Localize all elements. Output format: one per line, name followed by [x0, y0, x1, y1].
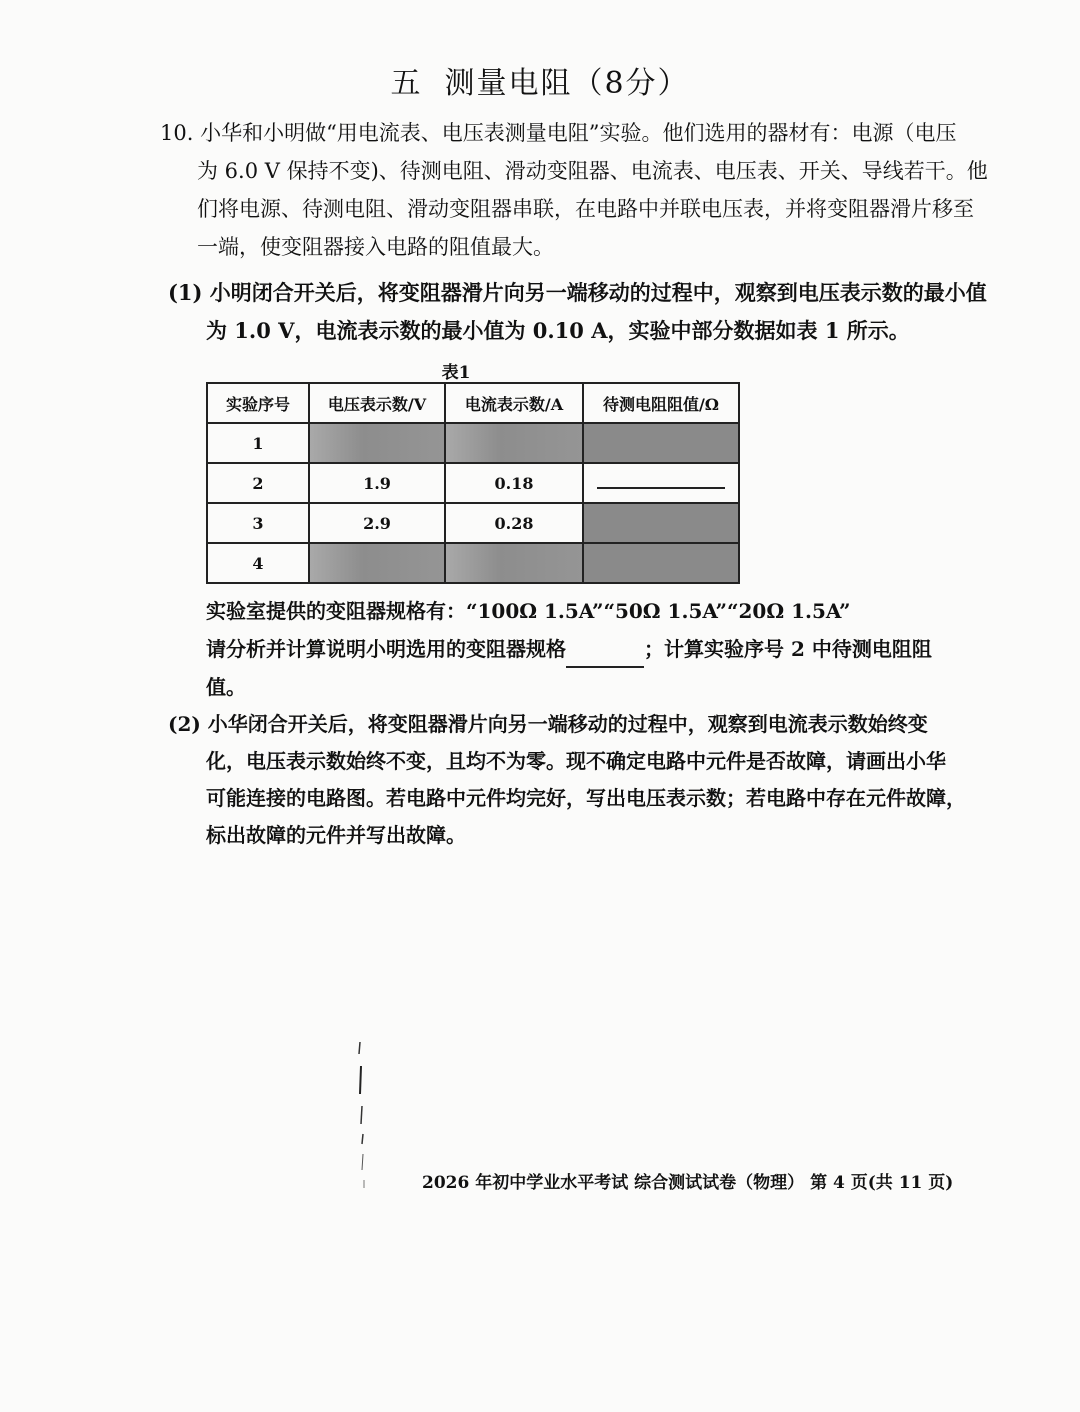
analysis-after-blank: ；计算实验序号 2 中待测电阻阻 [644, 637, 932, 661]
q10-line-4: 一端，使变阻器接入电路的阻值最大。 [197, 235, 554, 259]
header-index: 实验序号 [207, 383, 309, 423]
masked-cell [583, 423, 739, 463]
part2-line-3: 可能连接的电路图。若电路中元件均完好，写出电压表示数；若电路中存在元件故障， [206, 786, 966, 810]
row-index: 1 [207, 423, 309, 463]
q10-line-3: 们将电源、待测电阻、滑动变阻器串联，在电路中并联电压表，并将变阻器滑片移至 [197, 197, 974, 221]
section-heading: 测量电阻（8分） [444, 66, 690, 101]
part-2 [168, 706, 988, 854]
section-title [0, 58, 1080, 102]
table-row [207, 543, 739, 583]
masked-cell [583, 503, 739, 543]
table-header-row [207, 383, 739, 423]
masked-cell [309, 423, 445, 463]
after-table-text [206, 592, 986, 706]
part2-line-4: 标出故障的元件并写出故障。 [206, 823, 466, 847]
analysis-line-2: 值。 [206, 675, 246, 699]
masked-cell [583, 543, 739, 583]
page-footer: 2026 年初中学业水平考试 综合测试试卷（物理） 第 4 页(共 11 页) [422, 1173, 954, 1193]
part-1 [168, 274, 988, 350]
analysis-line [206, 630, 986, 668]
row-voltage: 2.9 [309, 503, 445, 543]
analysis-before-blank: 请分析并计算说明小明选用的变阻器规格 [206, 637, 566, 661]
row-index: 3 [207, 503, 309, 543]
data-table [206, 382, 740, 584]
masked-cell [309, 543, 445, 583]
table-row [207, 463, 739, 503]
masked-cell [445, 543, 583, 583]
row-index: 2 [207, 463, 309, 503]
answer-blank-cell[interactable] [583, 463, 739, 503]
row-voltage: 1.9 [309, 463, 445, 503]
row-current: 0.28 [445, 503, 583, 543]
question-10 [160, 114, 988, 266]
table-caption: 表1 [441, 363, 471, 383]
q10-line-1: 10. 小华和小明做“用电流表、电压表测量电阻”实验。他们选用的器材有：电源（电压 [160, 121, 957, 145]
masked-cell [445, 423, 583, 463]
part2-line-1: (2) 小华闭合开关后，将变阻器滑片向另一端移动的过程中，观察到电流表示数始终变 [168, 712, 928, 736]
specs-line: 实验室提供的变阻器规格有：“100Ω 1.5A”“50Ω 1.5A”“20Ω 1.5A” [206, 599, 851, 623]
part1-line-1: (1) 小明闭合开关后，将变阻器滑片向另一端移动的过程中，观察到电压表示数的最小值 [168, 280, 987, 305]
header-resistance: 待测电阻阻值/Ω [583, 383, 739, 423]
fill-in-blank[interactable] [566, 644, 644, 668]
answer-blank-line [597, 473, 725, 489]
header-voltage: 电压表示数/V [309, 383, 445, 423]
part2-line-2: 化，电压表示数始终不变，且均不为零。现不确定电路中元件是否故障，请画出小华 [206, 749, 946, 773]
q10-line-2: 为 6.0 V 保持不变)、待测电阻、滑动变阻器、电流表、电压表、开关、导线若干。他 [197, 159, 988, 183]
header-current: 电流表示数/A [445, 383, 583, 423]
table-row [207, 423, 739, 463]
table-row [207, 503, 739, 543]
row-index: 4 [207, 543, 309, 583]
row-current: 0.18 [445, 463, 583, 503]
binding-marks [354, 1040, 370, 1190]
section-number: 五 [390, 66, 423, 101]
part1-line-2: 为 1.0 V，电流表示数的最小值为 0.10 A，实验中部分数据如表 1 所示。 [206, 318, 910, 343]
